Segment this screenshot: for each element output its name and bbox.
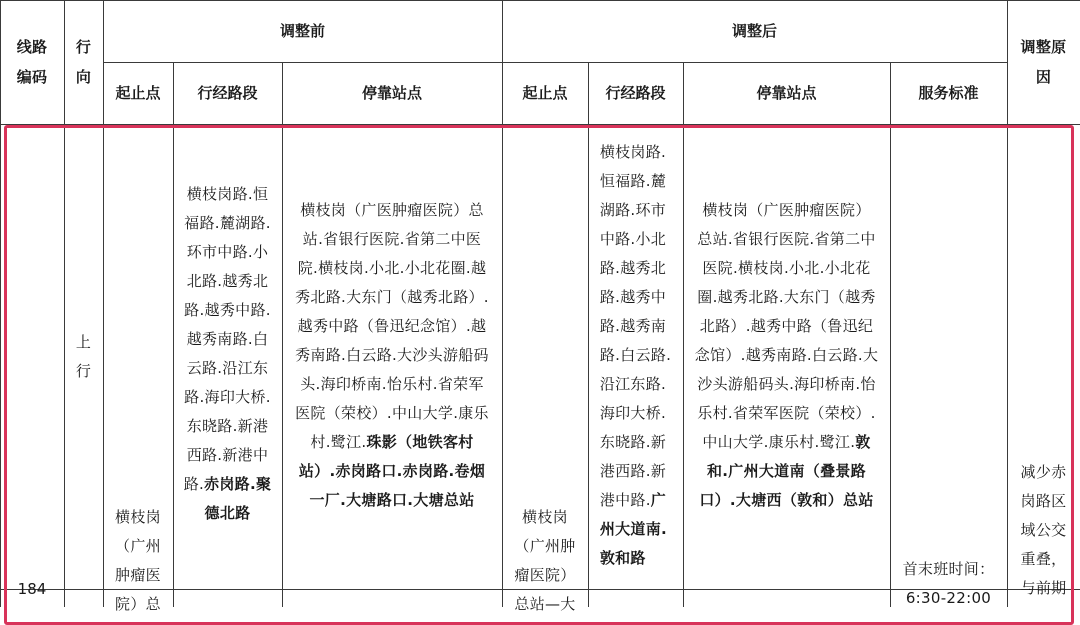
before-stops: [282, 196, 502, 526]
after-route-segment: [588, 138, 683, 578]
before-start-end: 横枝岗 （广州 肿瘤医 院）总: [115, 508, 161, 613]
before-stops-bold: 珠影（地铁客村 站）.赤岗路口.赤岗路.卷烟 一厂.大塘路口.大塘总站: [298, 433, 486, 509]
header-start-end: 起止点: [115, 84, 161, 102]
header-route-segment-after: 行经路段: [605, 84, 666, 102]
before-route-bold: 赤岗路.聚 德北路: [204, 475, 272, 522]
header-after: 调整后: [731, 22, 777, 40]
after-stops-normal: 横枝岗（广医肿瘤医院） 总站.省银行医院.省第二中 医院.横枝岗.小北.小北花 圈.越秀北路.大东门（越秀 北路）.越秀中路（鲁迅纪 念馆）.越秀南路.白云路.大 沙头游船码头.海印桥南.怡 乐村.省荣军医院（荣校）. 中山大学.康乐村.鹭江.: [694, 201, 879, 451]
after-stops-bold: 敦 和.广州大道南（叠景路 口）.大塘西（敦和）总站: [699, 433, 874, 509]
after-stops: [683, 196, 890, 526]
after-start-end: 横枝岗 （广州肿 瘤医院） 总站—大: [514, 508, 576, 613]
header-route-segment: 行经路段: [197, 84, 258, 102]
before-route-normal: 横枝岗路.恒 福路.麓湖路. 环市中路.小 北路.越秀北 路.越秀中路. 越秀南路.白 云路.沿江东 路.海印大桥. 东晓路.新港 西路.新港中 路.: [183, 185, 271, 493]
header-direction: 行 向: [75, 38, 92, 86]
header-before: 调整前: [279, 22, 325, 40]
line-code-value: 184: [17, 579, 47, 598]
header-stops: 停靠站点: [361, 84, 422, 102]
direction-value: 上 行: [75, 333, 92, 380]
header-stops-after: 停靠站点: [756, 84, 817, 102]
header-reason: 调整原 因: [1020, 38, 1067, 86]
grid-line: [890, 62, 891, 607]
before-stops-normal: 横枝岗（广医肿瘤医院）总 站.省银行医院.省第二中医 院.横枝岗.小北.小北花圈.越 秀北路.大东门（越秀北路）. 越秀中路（鲁迅纪念馆）.越 秀南路.白云路.大沙头游船码 头.海印桥南.怡乐村.省荣军 医院（荣校）.中山大学.康乐 村.鹭江.: [295, 201, 489, 451]
header-service-standard: 服务标准: [918, 84, 979, 102]
header-start-end-after: 起止点: [522, 84, 568, 102]
service-standard-value: 首末班时间： 6:30-22:00: [902, 560, 995, 607]
after-route-normal: 横枝岗路. 恒福路.麓 湖路.环市 中路.小北 路.越秀北 路.越秀中 路.越秀南 路.白云路. 沿江东路. 海印大桥. 东晓路.新 港西路.新 港中路.: [599, 143, 672, 509]
header-line-code: 线路 编码: [16, 38, 48, 86]
grid-line: [0, 124, 1080, 125]
reason-value: 减少赤 岗路区 域公交 重叠， 与前期: [1020, 463, 1067, 597]
before-route-segment: [173, 180, 282, 530]
after-route-bold: 广 州大道南. 敦和路: [599, 491, 668, 567]
